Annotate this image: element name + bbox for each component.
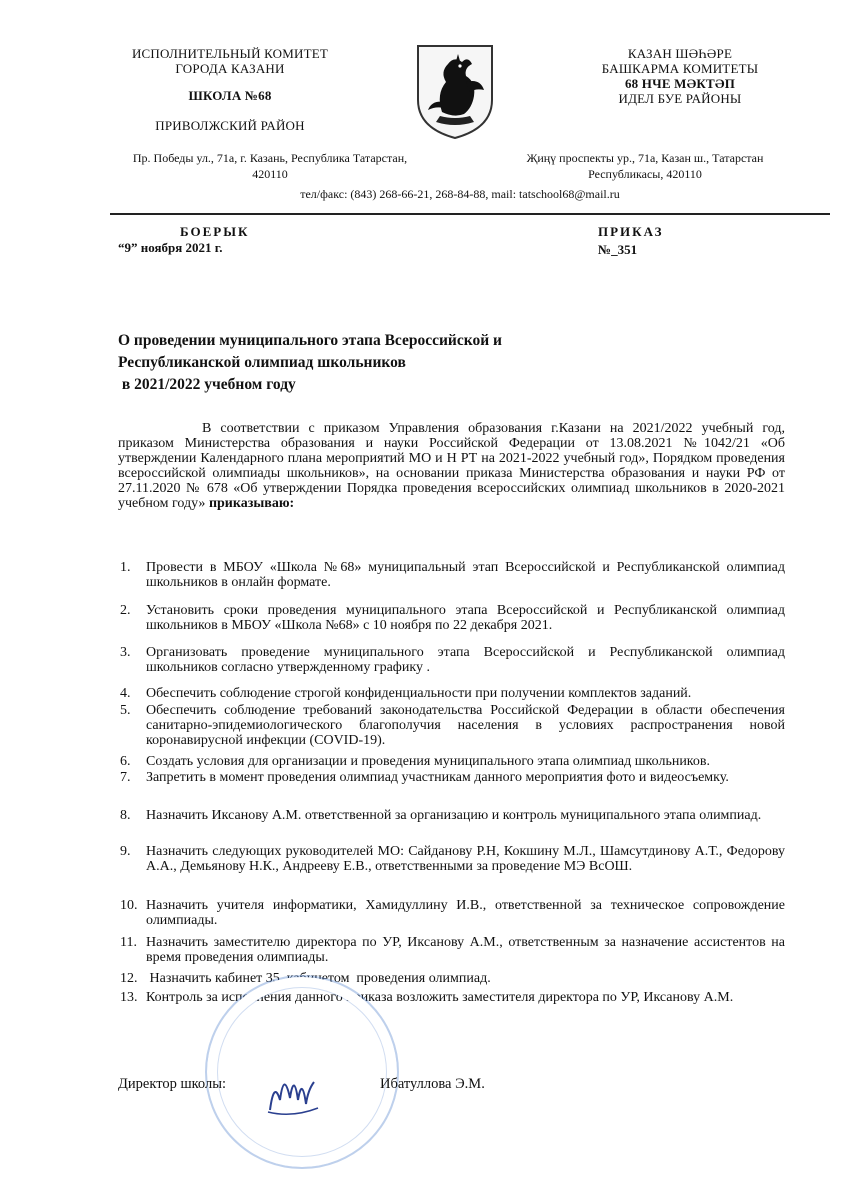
header-left-address — [95, 150, 445, 182]
list-item-num: 9. — [120, 844, 131, 859]
header-right-address1: Җиңү проспекты ур., 71а, Казан ш., Татарстан — [526, 151, 764, 165]
header-right-address — [490, 150, 800, 182]
list-item-num: 6. — [120, 754, 131, 769]
list-item-text: Обеспечить соблюдение требований законодательства Российской Федерации в области обеспечения санитарно-эпидемиологического благополучия населения в условиях распространения новой коронавирусной инфекции (COVID-19). — [146, 703, 785, 748]
list-item-text: Создать условия для организации и проведения муниципального этапа олимпиад школьников. — [146, 754, 711, 769]
list-item-num: 7. — [120, 770, 131, 785]
signature-role: Директор школы: — [118, 1076, 226, 1092]
header-right-school: 68 НЧЕ МӘКТӘП — [624, 76, 736, 91]
title-line3: в 2021/2022 учебном году — [118, 376, 296, 393]
preamble-bold: приказываю: — [208, 496, 295, 511]
list-item-text: Запретить в момент проведения олимпиад участникам данного мероприятия фото и видеосъемку. — [146, 770, 729, 785]
list-item-text: Назначить заместителю директора по УР, Иксанову А.М., ответственным за назначение ассистентов на время проведения олимпиады. — [146, 935, 785, 965]
header-left-address1: Пр. Победы ул., 71а, г. Казань, Республика Татарстан, — [132, 151, 408, 165]
doc-type-russian: ПРИКАЗ — [598, 224, 664, 239]
list-item-text: Провести в МБОУ «Школа №68» муниципальный этап Всероссийской и Республиканской олимпиад школьников в онлайн формате. — [146, 560, 785, 590]
list-item-num: 8. — [120, 808, 131, 823]
list-item-text: Назначить учителя информатики, Хамидуллину И.В., ответственной за техническое сопровождение олимпиады. — [146, 898, 785, 928]
header-divider — [110, 213, 830, 215]
preamble-text: В соответствии с приказом Управления образования г.Казани на 2021/2022 учебный год, приказом Министерства образования и науки Российской Федерации от 13.08.2021 №1042/21 «Об утверждении Календарного плана мероприятий МО и Н РТ на 2021-2022 учебный год», Порядком проведения всероссийской олимпиады школьников», на основании приказа Министерства образования и науки РФ от 27.11.2020 № 678 «Об утверждении Порядка проведения всероссийских олимпиад школьников в 2020-2021 учебном году» — [118, 421, 785, 511]
title-line1: О проведении муниципального этапа Всероссийской и — [118, 332, 502, 349]
header-left-address2: 420110 — [252, 167, 288, 181]
list-item-text: Назначить кабинет 35 кабинетом проведения олимпиад. — [146, 971, 491, 986]
header-left-title — [110, 46, 350, 76]
header-right-line2: БАШКАРМА КОМИТЕТЫ — [601, 61, 759, 76]
handwritten-signature — [262, 1060, 322, 1120]
page-title — [118, 330, 638, 396]
list-item-num: 2. — [120, 603, 131, 618]
header-left-school: ШКОЛА №68 — [188, 88, 272, 103]
list-item-num: 1. — [120, 560, 131, 575]
list-item-text: Установить сроки проведения муниципального этапа Всероссийской и Республиканской олимпиад школьников в МБОУ «Школа №68» с 10 ноября по 22 декабря 2021. — [146, 603, 785, 633]
list-item-text: Назначить следующих руководителей МО: Сайданову Р.Н, Кокшину М.Л., Шамсутдинову А.Т., Федорову А.А., Демьянову Н.К., Андрееву Е.В., ответственными за проведение МЭ ВсОШ. — [146, 844, 785, 874]
list-item-num: 4. — [120, 686, 131, 701]
header-left-district: ПРИВОЛЖСКИЙ РАЙОН — [155, 118, 305, 133]
title-line2: Республиканской олимпиад школьников — [118, 354, 406, 371]
list-item-text: Контроль за исполнения данного приказа возложить заместителя директора по УР, Иксанову А.М. — [146, 990, 734, 1005]
signature-name: Ибатуллова Э.М. — [380, 1076, 485, 1092]
list-item-num: 5. — [120, 703, 131, 718]
list-item-text: Назначить Иксанову А.М. ответственной за организацию и контроль муниципального этапа олимпиад. — [146, 808, 762, 823]
header-contact: тел/факс: (843) 268-66-21, 268-84-88, mail: tatschool68@mail.ru — [300, 187, 620, 201]
preamble — [118, 421, 785, 511]
list-item-num: 13. — [120, 990, 138, 1005]
doc-number: №_351 — [598, 242, 638, 257]
list-item-num: 12. — [120, 971, 138, 986]
list-item-num: 3. — [120, 645, 131, 660]
list-item-num: 11. — [120, 935, 137, 950]
kazan-zilant-emblem-icon — [414, 42, 496, 140]
header-left-line2: ГОРОДА КАЗАНИ — [175, 61, 285, 76]
list-item-text: Обеспечить соблюдение строгой конфиденциальности при получении комплектов заданий. — [146, 686, 692, 701]
header-right-district: ИДЕЛ БУЕ РАЙОНЫ — [618, 91, 742, 106]
header-right-title — [560, 46, 800, 106]
header-right-line1: КАЗАН ШӘҺӘРЕ — [627, 46, 733, 61]
list-item-num: 10. — [120, 898, 138, 913]
list-item-text: Организовать проведение муниципального этапа Всероссийской и Республиканской олимпиад школьников согласно утвержденному графику . — [146, 645, 785, 675]
header-left-line1: ИСПОЛНИТЕЛЬНЫЙ КОМИТЕТ — [131, 46, 329, 61]
header-right-address2: Республикасы, 420110 — [588, 167, 702, 181]
doc-date: “9” ноября 2021 г. — [118, 240, 223, 255]
doc-type-tatar: БОЕРЫК — [180, 224, 250, 239]
